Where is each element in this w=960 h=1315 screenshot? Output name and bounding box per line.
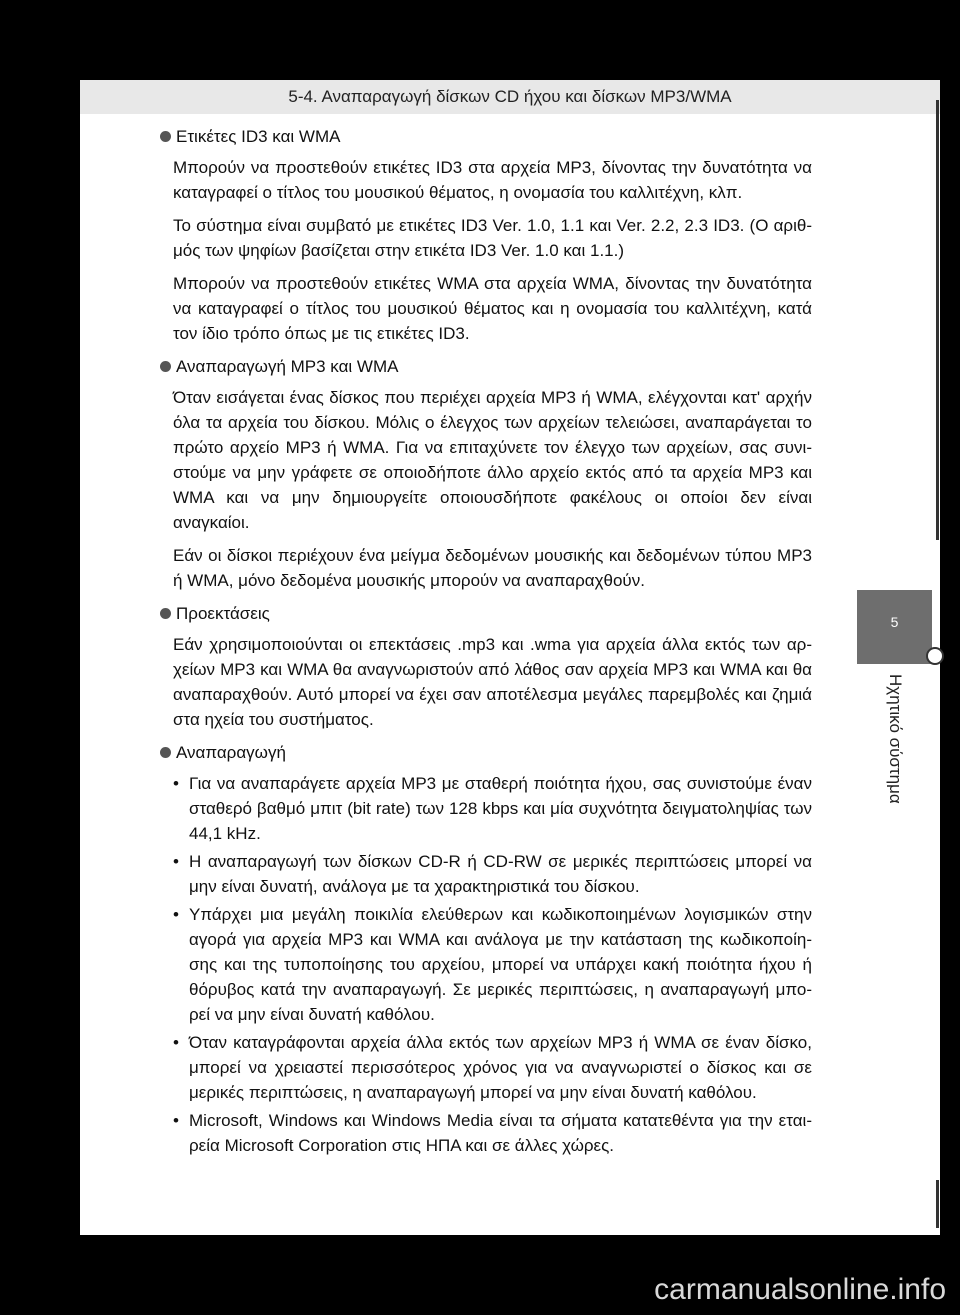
section-title: Ετικέτες ID3 και WMA: [160, 124, 812, 149]
bullet-dot-icon: [160, 361, 171, 372]
paragraph: Μπορούν να προστεθούν ετικέτες WMA στα αρχεία WMA, δίνοντας την δυνατότητα να καταγραφεί ο τίτλος του μουσικού θέματος και η ονομασία του καλλιτέχνη, κατά τον ίδιο τρόπο όπως με τις ετικέτες ID3.: [173, 274, 812, 343]
page-header: 5-4. Αναπαραγωγή δίσκων CD ήχου και δίσκων MP3/WMA: [80, 80, 940, 114]
section-extensions: [160, 601, 812, 732]
paragraph: Όταν εισάγεται ένας δίσκος που περιέχει αρχεία MP3 ή WMA, ελέγχονται κατ' αρχήν όλα τα αρχεία του δίσκου. Μόλις ο έλεγχος των αρχείων τελειώσει, αναπαράγεται το πρώτο αρχείο MP3 ή WMA. Για να επιταχύνετε τον έλεγχο των αρχείων, σας συνι-στούμε να μην γράφετε σε οποιοδήποτε άλλο αρχείο εκτός από τα αρχεία MP3 και WMA και να μην δημιουργείτε οποιουσδήποτε φακέλους οι οποίοι δεν είναι αναγκαίοι.: [173, 388, 812, 532]
chapter-tab[interactable]: 5: [857, 590, 932, 664]
list-item: • Όταν καταγράφονται αρχεία άλλα εκτός των αρχείων MP3 ή WMA σε έναν δίσκο, μπορεί να χρειαστεί περισσότερος χρόνος για να αναγνωριστεί ο δίσκος και σε μερικές περιπτώσεις, η αναπαραγωγή μπορεί να μην είναι δυνατή καθόλου.: [173, 1030, 812, 1105]
paragraph: Μπορούν να προστεθούν ετικέτες ID3 στα αρχεία MP3, δίνοντας την δυνατότητα να καταγραφεί ο τίτλος του μουσικού θέματος, η ονομασία του καλλιτέχνη, κλπ.: [173, 158, 812, 202]
main-content: [160, 124, 812, 1161]
list-item: • Η αναπαραγωγή των δίσκων CD-R ή CD-RW σε μερικές περιπτώσεις μπορεί να μην είναι δυνατή, ανάλογα με τα χαρακτηριστικά του δίσκου.: [173, 849, 812, 899]
bullet-dot-icon: [160, 131, 171, 142]
bullet-dot-icon: [160, 608, 171, 619]
paragraph: Εάν οι δίσκοι περιέχουν ένα μείγμα δεδομένων μουσικής και δεδομένων τύπου MP3 ή WMA, μόνο δεδομένα μουσικής μπορούν να αναπαραχθούν.: [173, 546, 812, 590]
section-playback: [160, 740, 812, 1158]
bullet-list: [160, 771, 812, 1158]
registration-mark-icon: [926, 647, 944, 665]
paragraph: Εάν χρησιμοποιούνται οι επεκτάσεις .mp3 και .wma για αρχεία άλλα εκτός των αρ-χείων MP3 και WMA θα αναγνωριστούν από λάθος σαν αρχεία MP3 και WMA και θα αναπαραχθούν. Αυτό μπορεί να έχει σαν αποτέλεσμα μεγάλες παρεμβολές και ζημιά στα ηχεία του συστήματος.: [173, 635, 812, 729]
list-item: • Microsoft, Windows και Windows Media είναι τα σήματα κατατεθέντα για την εται-ρεία Microsoft Corporation στις ΗΠΑ και σε άλλες χώρες.: [173, 1108, 812, 1158]
chapter-label-text: Ηχητικό σύστημα: [885, 674, 905, 804]
bullet-dot-icon: [160, 747, 171, 758]
section-playback-mp3-wma: [160, 354, 812, 593]
section-title: Αναπαραγωγή: [160, 740, 812, 765]
margin-line-top: [936, 100, 939, 540]
chapter-label: [857, 664, 932, 814]
section-title: Αναπαραγωγή MP3 και WMA: [160, 354, 812, 379]
list-item: • Υπάρχει μια μεγάλη ποικιλία ελεύθερων και κωδικοποιημένων λογισμικών στην αγορά για αρχεία MP3 και WMA και ανάλογα με την κατάσταση της κωδικοποίη-σης και της τυποποίησης του αρχείου, μπορεί να υπάρχει κακή ποιότητα ήχου ή θόρυβος κατά την αναπαραγωγή. Σε μερικές περιπτώσεις, η αναπαραγωγή μπο-ρεί να μην είναι δυνατή καθόλου.: [173, 902, 812, 1027]
list-item: • Για να αναπαράγετε αρχεία MP3 με σταθερή ποιότητα ήχου, σας συνιστούμε έναν σταθερό βαθμό μπιτ (bit rate) των 128 kbps και μία συχνότητα δειγματοληψίας των 44,1 kHz.: [173, 771, 812, 846]
section-id3: [160, 124, 812, 346]
watermark: carmanualsonline.info: [654, 1273, 946, 1306]
margin-line-bottom: [936, 1180, 939, 1228]
paragraph: Το σύστημα είναι συμβατό με ετικέτες ID3 Ver. 1.0, 1.1 και Ver. 2.2, 2.3 ID3. (Ο αριθ-μός των ψηφίων βασίζεται στην ετικέτα ID3 Ver. 1.0 και 1.1.): [173, 216, 812, 260]
section-title: Προεκτάσεις: [160, 601, 812, 626]
